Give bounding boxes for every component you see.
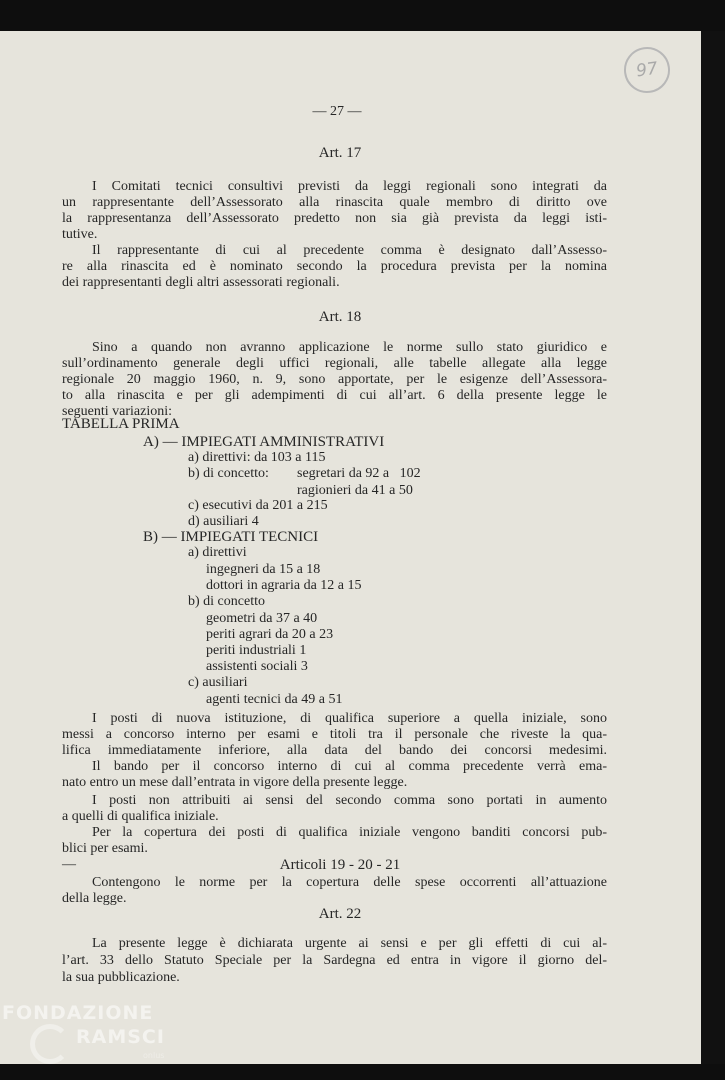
- table-row: a) direttivi: [188, 545, 247, 560]
- art17-line: la rappresentanza dell’Assessorato predetto non sia già prevista da leggi isti-: [62, 211, 607, 226]
- art17-line: dei rappresentanti degli altri assessorati regionali.: [62, 275, 340, 290]
- table-section-b: B) — IMPIEGATI TECNICI: [143, 529, 319, 545]
- art18-intro-line: seguenti variazioni:: [62, 404, 173, 419]
- table-row: b) di concetto:: [188, 466, 269, 481]
- watermark-line1: FONDAZIONE: [2, 1002, 154, 1024]
- art17-title: Art. 17: [318, 145, 362, 161]
- art18-after-line: blici per esami.: [62, 841, 148, 856]
- art18-after-line: Per la copertura dei posti di qualifica iniziale vengono banditi concorsi pub-: [92, 825, 607, 840]
- art18-intro-line: Sino a quando non avranno applicazione le norme sullo stato giuridico e: [92, 340, 607, 355]
- page-number: — 27 —: [312, 104, 362, 119]
- table-row: dottori in agraria da 12 a 15: [206, 578, 362, 593]
- watermark-line2: RAMSCI: [76, 1026, 165, 1048]
- table-row: segretari da 92 a 102: [297, 466, 421, 481]
- art17-line: un rappresentante dell’Assessorato alla rinascita quale membro di diritto ove: [62, 195, 607, 210]
- art17-line: tutive.: [62, 227, 98, 242]
- art17-line: I Comitati tecnici consultivi previsti da leggi regionali sono integrati da: [92, 179, 607, 194]
- art22-line: l’art. 33 dello Statuto Speciale per la Sardegna ed entra in vigore il giorno del-: [62, 953, 607, 968]
- art18-after-line: Il bando per il concorso interno di cui al comma precedente verrà ema-: [92, 759, 607, 774]
- table-row: agenti tecnici da 49 a 51: [206, 692, 343, 707]
- page-edge-shadow: [701, 31, 725, 1064]
- table-row: ingegneri da 15 a 18: [206, 562, 321, 577]
- table-row: geometri da 37 a 40: [206, 611, 318, 626]
- art17-line: re alla rinascita ed è nominato secondo la procedura prevista per la nomina: [62, 259, 607, 274]
- table-row: periti industriali 1: [206, 643, 307, 658]
- art18-after-line: a quelli di qualifica iniziale.: [62, 809, 219, 824]
- art18-after-line: I posti non attribuiti ai sensi del secondo comma sono portati in aumento: [92, 793, 607, 808]
- art18-after-line: messi a concorso interno per esami e titoli tra il personale che riveste la qua-: [62, 727, 607, 742]
- table-row: a) direttivi: da 103 a 115: [188, 450, 326, 465]
- art18-after-line: lifica immediatamente inferiore, alla data del bando dei concorsi medesimi.: [62, 743, 607, 758]
- art22-title: Art. 22: [318, 906, 362, 922]
- articles-19-21-line: Contengono le norme per la copertura delle spese occorrenti all’attuazione: [92, 875, 607, 890]
- table-row: ragionieri da 41 a 50: [297, 483, 413, 498]
- table-row: assistenti sociali 3: [206, 659, 308, 674]
- table-row: d) ausiliari 4: [188, 514, 259, 529]
- table-row: periti agrari da 20 a 23: [206, 627, 334, 642]
- art18-after-line: I posti di nuova istituzione, di qualifica superiore a quella iniziale, sono: [92, 711, 607, 726]
- table-section-a: A) — IMPIEGATI AMMINISTRATIVI: [143, 434, 385, 450]
- art22-line: la sua pubblicazione.: [62, 970, 180, 985]
- art22-line: La presente legge è dichiarata urgente ai sensi e per gli effetti di cui al-: [92, 936, 607, 951]
- table-row: b) di concetto: [188, 594, 265, 609]
- art18-intro-line: regionale 20 maggio 1960, n. 9, sono apportate, per le esigenze dell’Assessora-: [62, 372, 607, 387]
- art18-after-line: nato entro un mese dall’entrata in vigore della presente legge.: [62, 775, 408, 790]
- art17-line: Il rappresentante di cui al precedente comma è designato dall’Assesso-: [92, 243, 607, 258]
- watermark-small: onlus: [143, 1051, 165, 1060]
- art18-intro-line: sull’ordinamento generale degli uffici regionali, alle tabelle allegate alla legge: [62, 356, 607, 371]
- articles-19-21-title: Articoli 19 - 20 - 21: [279, 857, 401, 873]
- table-row: c) esecutivi da 201 a 215: [188, 498, 328, 513]
- articles-19-21-line: della legge.: [62, 891, 127, 906]
- art18-intro-line: to alla rinascita e per gli adempimenti di cui all’art. 6 della presente legge le: [62, 388, 607, 403]
- art18-title: Art. 18: [318, 309, 362, 325]
- table-row: c) ausiliari: [188, 675, 248, 690]
- watermark-logo-icon: [30, 1024, 70, 1064]
- table-title: TABELLA PRIMA: [62, 416, 180, 432]
- archive-number-stamp: 97: [621, 44, 673, 96]
- articles-dash: —: [62, 857, 76, 872]
